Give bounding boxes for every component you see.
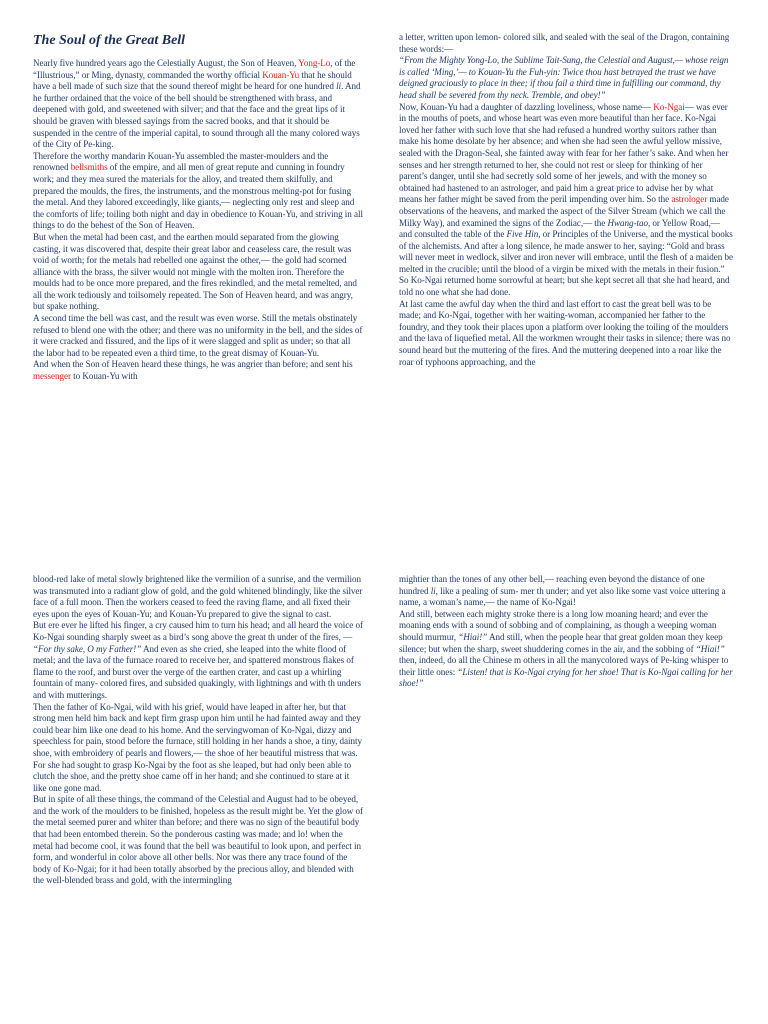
paragraph: And still, between each mighty stroke there is a long low moaning heard; and ever the moaning ends with a sound of sobbing and of complaining, as though a weeping woman should murmur, “Hiai!” And still, when the people hear that great golden moan they keep silence; but when the sharp, sweet shuddering comes in the air, and the sobbing of “Hiai!” then, indeed, do all the Chinese m others in all the manycolored ways of Pe-king whisper to their little ones: “Listen! that is Ko-Ngai crying for her shoe! That is Ko-Ngai calling for her shoe!” [399, 608, 733, 689]
column-1 [33, 58, 363, 383]
paragraph: mightier than the tones of any other bell,— reaching even beyond the distance of one hundred li, like a pealing of sum- mer th under; and yet also like some vast voice uttering a name, a woman’s name,— the name of Ko-Ngai! [399, 574, 726, 608]
paragraph: And when the Son of Heaven heard these things, he was angrier than before; and sent his messenger to Kouan-Yu with [33, 359, 353, 382]
paragraph: Therefore the worthy mandarin Kouan-Yu assembled the master-moulders and the renowned bellsmiths of the empire, and all men of great repute and cunning in foundry work; and they mea sured the materials for the alloy, and treated them skilfully, and prepared the moulds, the fires, the instruments, and the monstrous melting-pot for fusing the metal. And they labored exceedingly, like giants,— neglecting only rest and sleep and the comforts of life; toiling both night and day in obedience to Kouan-Yu, and striving in all things to do the behest of the Son of Heaven. [33, 150, 363, 231]
paragraph: Nearly five hundred years ago the Celestially August, the Son of Heaven, Yong-Lo, of the “Illustrious,” or Ming, dynasty, commanded the worthy official Kouan-Yu that he should have a bell made of such size that the sound thereof might be heard for one hundred li. And he further ordained that the voice of the bell should be strengthened with brass, and deepened with gold, and sweetened with silver; and that the face and the great lips of it should be graven with blessed sayings from the sacred books, and that it should be suspended in the centre of the imperial capital, to sound through all the many colored ways of the City of Pe-king. [33, 58, 361, 150]
paragraph: At last came the awful day when the third and last effort to cast the great bell was to be made; and Ko-Ngai, together with her waiting-woman, accompanied her father to the foundry, and they took their places upon a platform over looking the toiling of the moulders and the lava of liquefied metal. All the workmen wrought their tasks in silence; there was no sound heard but the muttering of the fires. And the muttering deepened into a roar like the roar of typhoons approaching, and the [399, 298, 731, 367]
highlighted-term: astrologer [671, 194, 708, 205]
highlighted-term: Ko-Ngai [653, 101, 685, 112]
story-title: The Soul of the Great Bell [33, 33, 186, 48]
highlighted-term: messenger [33, 371, 71, 382]
highlighted-term: Yong-Lo [298, 58, 331, 68]
imperial-letter-quote: “From the Mighty Yong-Lo, the Sublime Tait-Sung, the Celestial and August,— whose reign is called ‘Ming,’— to Kouan-Yu the Fuh-yin: Twice thou hast betrayed the trust we have deigned graciously to place in thee; if thou fail a third time in fulfilling our command, thy head shall be severed from thy neck. Tremble, and obey!” [399, 55, 729, 100]
paragraph: Now, Kouan-Yu had a daughter of dazzling loveliness, whose name— Ko-Ngai— was ever in the mouths of poets, and whose heart was even more beautiful than her face. Ko-Ngai loved her father with such love that she had refused a hundred worthy suitors rather than make his home desolate by her absence; and when she had seen the awful yellow missive, sealed with the Dragon-Seal, she fainted away with fear for her father’s sake. And when her senses and her strength returned to her, she could not rest or sleep for thinking of her parent’s danger, until she had secretly sold some of her jewels, and with the money so obtained had hastened to an astrologer, and paid him a great price to advise her by what means her father might be saved from the peril impending over him. So the astrologer made observations of the heavens, and marked the aspect of the Silver Stream (which we call the Milky Way), and examined the signs of the Zodiac,— the Hwang-tao, or Yellow Road,— and consulted the table of the Five Hin, or Principles of the Universe, and the mystical books of the alchemists. And after a long silence, he made answer to her, saying: “Gold and brass will never meet in wedlock, silver and iron never will embrace, until the flesh of a maiden be melted in the crucible; until the blood of a virgin be mixed with the metals in their fusion.” So Ko-Ngai returned home sorrowful at heart; but she kept secret all that she had heard, and told no one what she had done. [399, 101, 733, 298]
paragraph: A second time the bell was cast, and the result was even worse. Still the metals obstinately refused to blend one with the other; and there was no uniformity in the bell, and the sides of it were cracked and fissured, and the lips of it were slagged and split as under; so that all the labor had to be repeated even a third time, to the great dismay of Kouan-Yu. [33, 313, 363, 358]
highlighted-term: bellsmiths [70, 162, 108, 173]
paragraph: a letter, written upon lemon- colored silk, and sealed with the seal of the Dragon, containing these words:— [399, 32, 730, 54]
paragraph: blood-red lake of metal slowly brightened like the vermilion of a sunrise, and the vermilion was transmuted into a radiant glow of gold, and the gold whitened blindingly, like the silver face of a full moon. Then the workers ceased to feed the raving flame, and all fixed their eyes upon the eyes of Kouan-Yu; and Kouan-Yu prepared to give the signal to cast. But ere ever he lifted his finger, a cry caused him to turn his head; and all heard the voice of Ko-Ngai sounding sharply sweet as a bird’s song above the great th under of the fires, — “For thy sake, O my Father!” And even as she cried, she leaped into the white flood of metal; and the lava of the furnace roared to receive her, and spattered monstrous flakes of flame to the roof, and burst over the verge of the earthen crater, and cast up a whirling fountain of many- colored fires, and subsided quakingly, with lightnings and with th unders and with mutterings. [33, 574, 363, 700]
highlighted-term: Kouan-Yu [262, 69, 300, 80]
paragraph: But when the metal had been cast, and the earthen mould separated from the glowing casting, it was discovered that, despite their great labor and ceaseless care, the result was void of worth; for the metals had rebelled one against the other,— the gold had scorned alliance with the brass, the silver would not mingle with the molten iron. Therefore the moulds had to be once more prepared, and the fires rekindled, and the metal remelted, and all the work tediously and toilsomely repeated. The Son of Heaven heard, and was angry, but spake nothing. [33, 231, 357, 312]
column-2 [399, 32, 733, 368]
column-4 [399, 574, 733, 690]
column-3 [33, 574, 363, 887]
paragraph: But in spite of all these things, the command of the Celestial and August had to be obeyed, and the work of the moulders to be finished, hopeless as the result might be. Yet the glow of the metal seemed purer and whiter than before; and there was no sign of the beautiful body that had been entombed therein. So the ponderous casting was made; and lo! when the metal had become cool, it was found that the bell was beautiful to look upon, and perfect in form, and wonderful in color above all other bells. Nor was there any trace found of the body of Ko-Ngai; for it had been totally absorbed by the precious alloy, and blended with the well-blended brass and gold, with the intermingling [33, 794, 363, 886]
paragraph: Then the father of Ko-Ngai, wild with his grief, would have leaped in after her, but that strong men held him back and kept firm grasp upon him until he had fainted away and they could bear him like one dead to his home. And the servingwoman of Ko-Ngai, dizzy and speechless for pain, stood before the furnace, still holding in her hands a shoe, a tiny, dainty shoe, with embroidery of pearls and flowers,— the shoe of her beautiful mistress that was. For she had sought to grasp Ko-Ngai by the foot as she leaped, but had only been able to clutch the shoe, and the pretty shoe came off in her hand; and she continued to stare at it like one gone mad. [33, 701, 362, 793]
